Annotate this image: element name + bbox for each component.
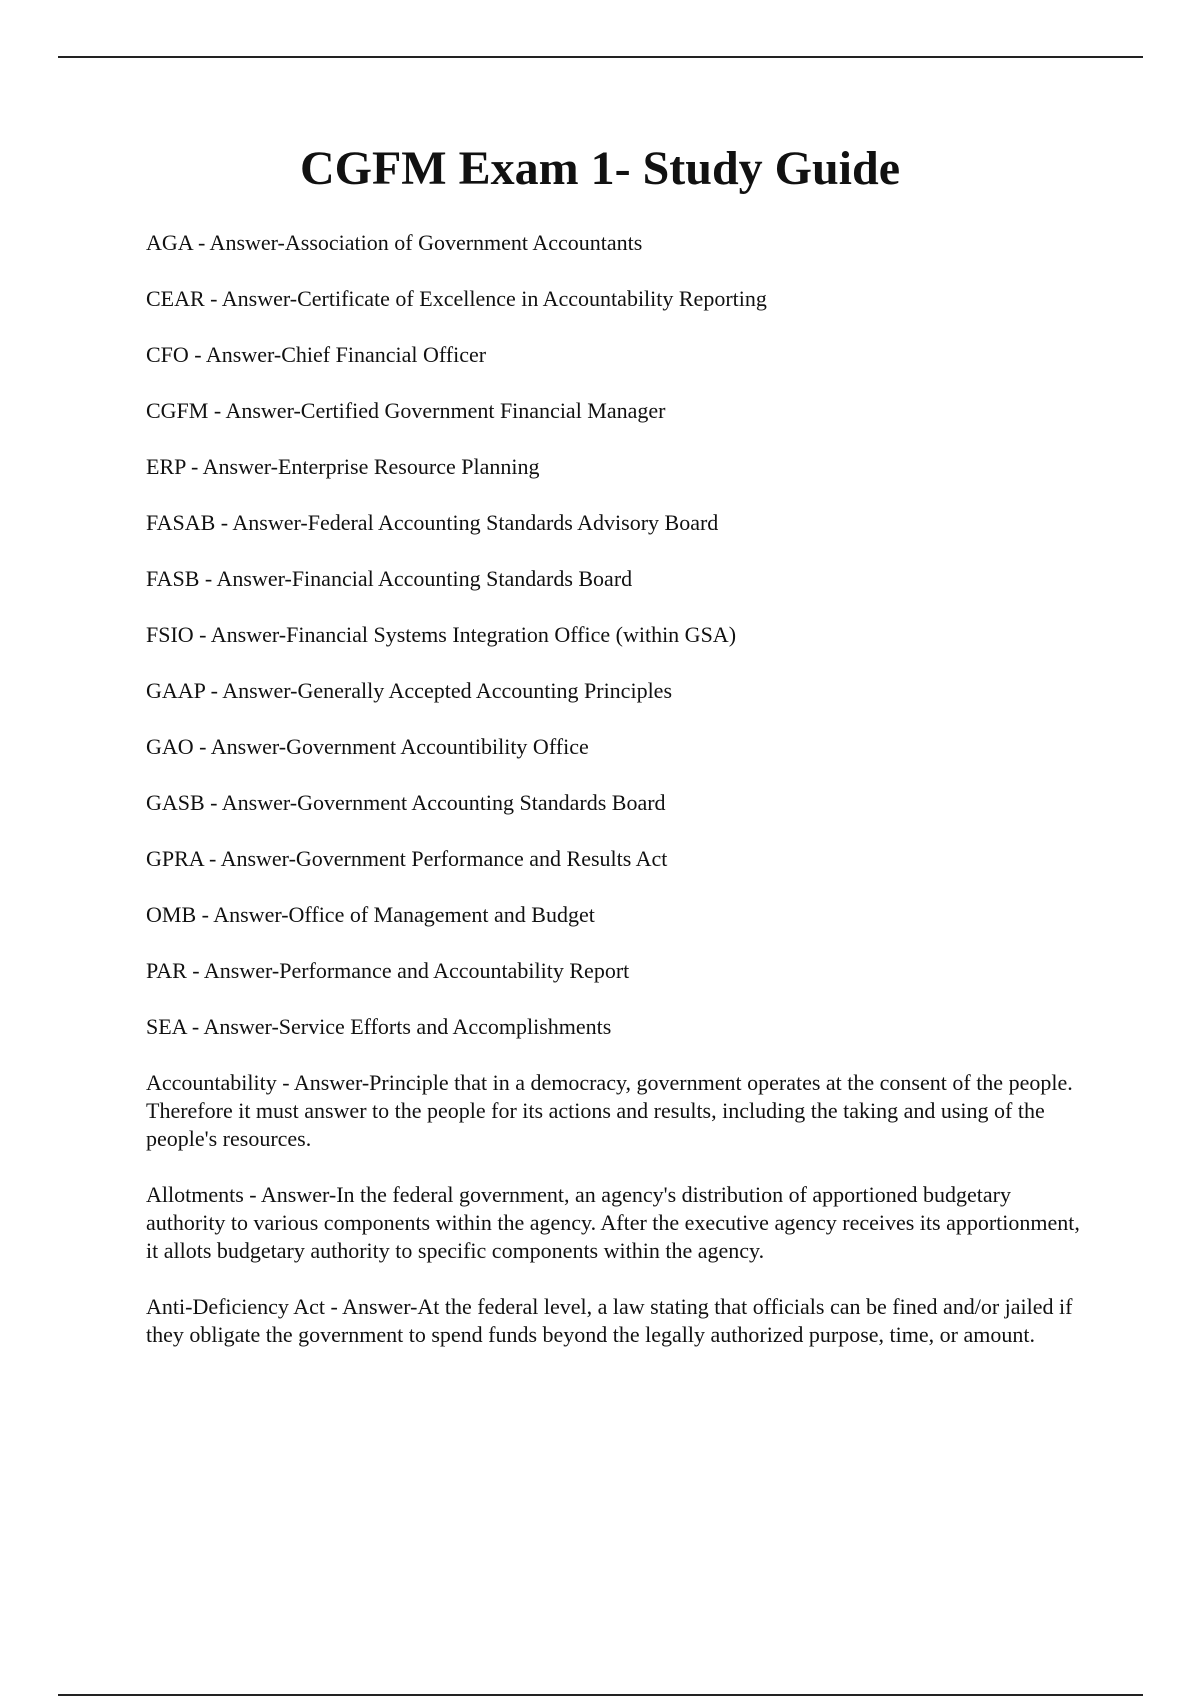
glossary-entry: FASB - Answer-Financial Accounting Standards Board [146, 566, 633, 591]
glossary-entry: PAR - Answer-Performance and Accountability Report [146, 958, 630, 983]
glossary-entry: GPRA - Answer-Government Performance and Results Act [146, 846, 668, 871]
page-title: CGFM Exam 1- Study Guide [299, 142, 901, 195]
glossary-entry: Accountability - Answer-Principle that in a democracy, government operates at the consent of the people. Therefore it must answer to the people for its actions and results, including the taking and using of the people's resources. [146, 1070, 1073, 1151]
glossary-list [146, 229, 1094, 1377]
glossary-entry: Anti-Deficiency Act - Answer-At the federal level, a law stating that officials can be fined and/or jailed if they obligate the government to spend funds beyond the legally authorized purpose, time, or amount. [146, 1294, 1073, 1347]
glossary-entry: CGFM - Answer-Certified Government Financial Manager [146, 398, 666, 423]
bottom-rule [58, 1694, 1143, 1696]
glossary-entry: GASB - Answer-Government Accounting Standards Board [146, 790, 666, 815]
glossary-entry: OMB - Answer-Office of Management and Budget [146, 902, 595, 927]
glossary-entry: Allotments - Answer-In the federal government, an agency's distribution of apportioned budgetary authority to various components within the agency. After the executive agency receives its apportionment, it allots budgetary authority to specific components within the agency. [146, 1182, 1080, 1263]
glossary-entry: ERP - Answer-Enterprise Resource Planning [146, 454, 540, 479]
glossary-entry: SEA - Answer-Service Efforts and Accomplishments [146, 1014, 612, 1039]
top-rule [58, 56, 1143, 58]
glossary-entry: FASAB - Answer-Federal Accounting Standards Advisory Board [146, 510, 719, 535]
glossary-entry: GAO - Answer-Government Accountibility Office [146, 734, 589, 759]
glossary-entry: GAAP - Answer-Generally Accepted Accounting Principles [146, 678, 673, 703]
glossary-entry: CEAR - Answer-Certificate of Excellence in Accountability Reporting [146, 286, 767, 311]
glossary-entry: AGA - Answer-Association of Government Accountants [146, 230, 643, 255]
glossary-entry: FSIO - Answer-Financial Systems Integration Office (within GSA) [146, 622, 737, 647]
glossary-entry: CFO - Answer-Chief Financial Officer [146, 342, 487, 367]
